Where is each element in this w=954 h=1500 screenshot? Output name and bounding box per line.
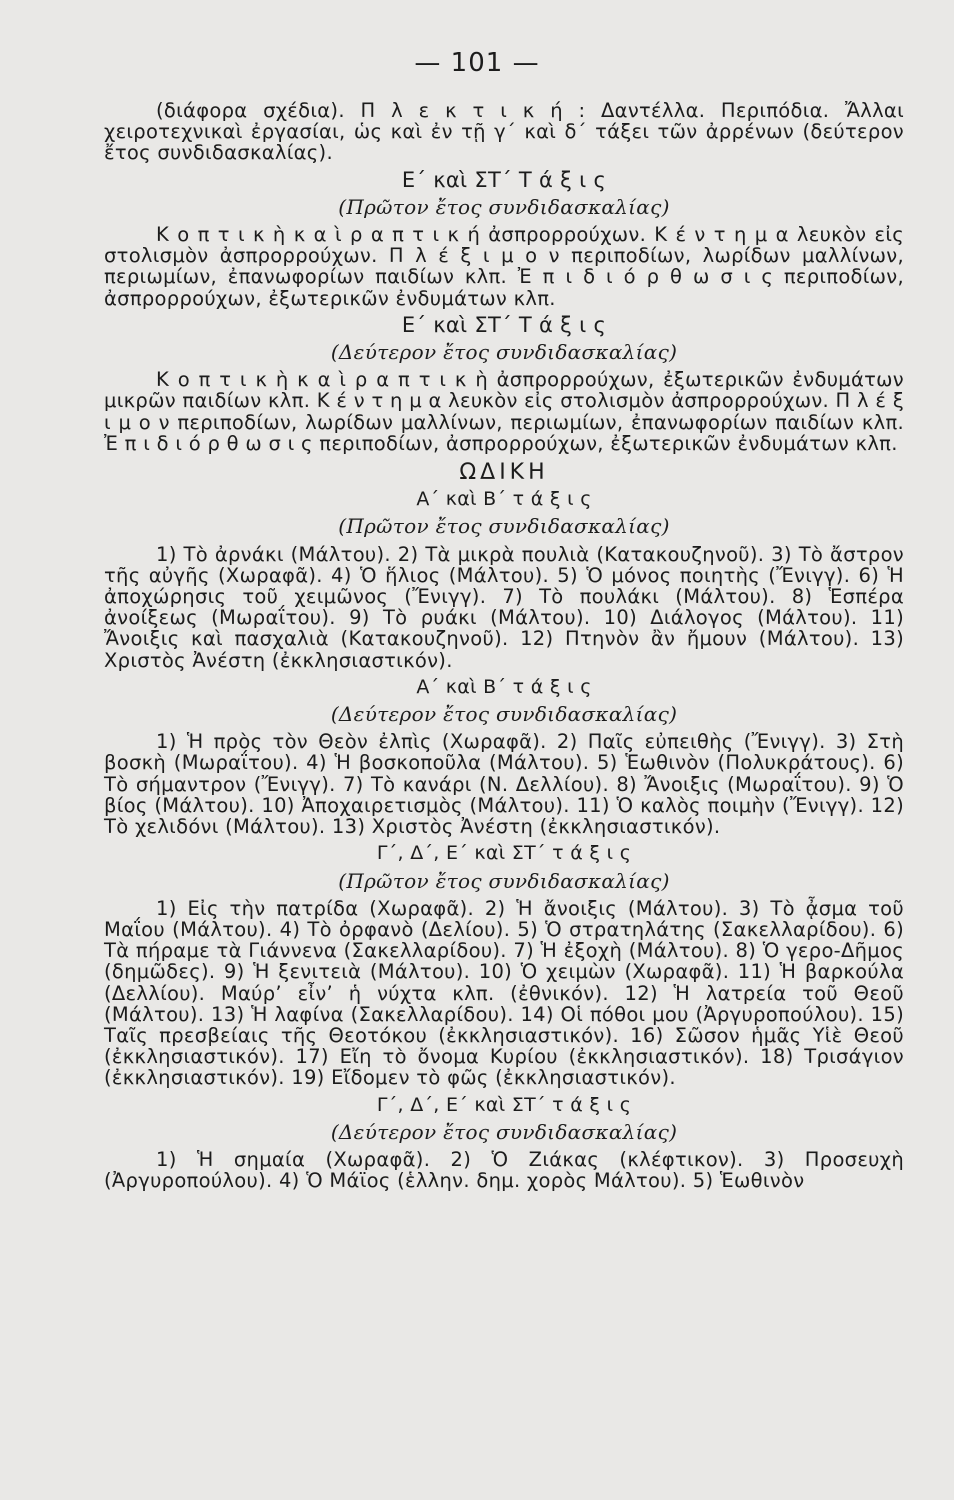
section-subtitle: (Πρῶτον ἔτος συνδιδασκαλίας) [338, 514, 670, 539]
paragraph: Κ ο π τ ι κ ὴ κ α ὶ ρ α π τ ι κ ὴ ἀσπρορρούχων, ἐξωτερικῶν ἐνδυμάτων μικρῶν παιδίων κλπ. Κ έ ν τ η μ α λευκὸν εἰς στολισμὸν ἀσπρορρούχων. Π λ έ ξ ι μ ο ν περιποδίων, λωρίδων μαλλίνων, περιωμίων, ἐπανωφορίων παιδίων κλπ. Ἐ π ι δ ι ό ρ θ ω σ ι ς περιποδίων, ἀσπρορρούχων, ἐξωτερικῶν ἐνδυμάτων κλπ. [104, 368, 904, 455]
page-number: — 101 — [414, 48, 540, 78]
paragraph: Κ ο π τ ι κ ὴ κ α ὶ ρ α π τ ι κ ή ἀσπρορρούχων. Κ έ ν τ η μ α λευκὸν εἰς στολισμὸν ἀσπρορρούχων. Π λ έ ξ ι μ ο ν περιποδίων, λωρίδων μαλλίνων, περιωμίων, ἐπανωφορίων παιδίων κλπ. Ἐ π ι δ ι ό ρ θ ω σ ι ς περιποδίων, ἀσπρορρούχων, ἐξωτερικῶν ἐνδυμάτων κλπ. [104, 223, 904, 310]
section-subtitle: (Δεύτερον ἔτος συνδιδασκαλίας) [330, 702, 678, 727]
section-heading: Α΄ καὶ Β΄ τ ά ξ ι ς [416, 488, 592, 511]
paragraph: 1) Τὸ ἀρνάκι (Μάλτου). 2) Τὰ μικρὰ πουλιὰ (Κατακουζηνοῦ). 3) Τὸ ἄστρον τῆς αὐγῆς (Χωραφᾶ). 4) Ὁ ἥλιος (Μάλτου). 5) Ὁ μόνος ποιητὴς (Ἔνιγγ). 6) Ἡ ἀποχώρησις τοῦ χειμῶνος (Ἔνιγγ). 7) Τὸ πουλάκι (Μάλτου). 8) Ἑσπέρα ἀνοίξεως (Μωραΐτου). 9) Τὸ ρυάκι (Μάλτου). 10) Διάλογος (Μάλτου). 11) Ἄνοιξις καὶ πασχαλιὰ (Κατακουζηνοῦ). 12) Πτηνὸν ἂν ἤμουν (Μάλτου). 13) Χριστὸς Ἀνέστη (ἐκκλησιαστικόν). [104, 542, 904, 672]
section-heading: Ε΄ καὶ ΣΤ΄ Τ ά ξ ι ς [401, 312, 607, 337]
section-subtitle: (Πρῶτον ἔτος συνδιδασκαλίας) [338, 194, 670, 219]
section-heading: Ε΄ καὶ ΣΤ΄ Τ ά ξ ι ς [401, 167, 607, 192]
paragraph: 1) Εἰς τὴν πατρίδα (Χωραφᾶ). 2) Ἡ ἄνοιξις (Μάλτου). 3) Τὸ ᾆσμα τοῦ Μαΐου (Μάλτου). 4) Τὸ ὀρφανὸ (Δελίου). 5) Ὁ στρατηλάτης (Σακελλαρίδου). 6) Τὰ πήραμε τὰ Γιάννενα (Σακελλαρίδου). 7) Ἡ ἐξοχὴ (Μάλτου). 8) Ὁ γερο-Δῆμος (δημῶδες). 9) Ἡ ξενιτειὰ (Μάλτου). 10) Ὁ χειμὼν (Χωραφᾶ). 11) Ἡ βαρκούλα (Δελλίου). Μαύρ’ εἶν’ ἡ νύχτα κλπ. (ἐθνικόν). 12) Ἡ λατρεία τοῦ Θεοῦ (Μάλτου). 13) Ἡ λαφίνα (Σακελλαρίδου). 14) Οἱ πόθοι μου (Ἀργυροπούλου). 15) Ταῖς πρεσβείαις τῆς Θεοτόκου (ἐκκλησιαστικόν). 16) Σῶσον ἡμᾶς Υἱὲ Θεοῦ (ἐκκλησιαστικόν). 17) Εἴη τὸ ὄνομα Κυρίου (ἐκκλησιαστικόν). 18) Τρισάγιον (ἐκκλησιαστικόν). 19) Εἴδομεν τὸ φῶς (ἐκκλησιαστικόν). [104, 896, 904, 1090]
paragraph: 1) Ἡ πρὸς τὸν Θεὸν ἐλπὶς (Χωραφᾶ). 2) Παῖς εὐπειθὴς (Ἔνιγγ). 3) Στὴ βοσκὴ (Μωραΐτου). 4) Ἡ βοσκοποῦλα (Μάλτου). 5) Ἑωθινὸν (Πολυκράτους). 6) Τὸ σήμαντρον (Ἔνιγγ). 7) Τὸ κανάρι (Ν. Δελλίου). 8) Ἄνοιξις (Μωραΐτου). 9) Ὁ βίος (Μάλτου). 10) Ἀποχαιρετισμὸς (Μάλτου). 11) Ὁ καλὸς ποιμὴν (Ἔνιγγ). 12) Τὸ χελιδόνι (Μάλτου). 13) Χριστὸς Ἀνέστη (ἐκκλησιαστικόν). [104, 730, 904, 839]
paragraph: 1) Ἡ σημαία (Χωραφᾶ). 2) Ὁ Ζιάκας (κλέφτικον). 3) Προσευχὴ (Ἀργυροπούλου). 4) Ὁ Μάϊος (ἑλλην. δημ. χορὸς Μάλτου). 5) Ἑωθινὸν [104, 1147, 904, 1193]
section-heading: Γ΄, Δ΄, Ε΄ καὶ ΣΤ΄ τ ά ξ ι ς [376, 842, 632, 865]
paragraph: (διάφορα σχέδια). Π λ ε κ τ ι κ ή : Δαντέλλα. Περιπόδια. Ἄλλαι χειροτεχνικαὶ ἐργασίαι, ὡς καὶ ἐν τῇ γ΄ καὶ δ΄ τάξει τῶν ἀρρένων (δεύτερον ἔτος συνδιδασκαλίας). [104, 99, 904, 165]
section-heading: Γ΄, Δ΄, Ε΄ καὶ ΣΤ΄ τ ά ξ ι ς [376, 1093, 632, 1116]
body-text [104, 100, 904, 1191]
section-subtitle: (Δεύτερον ἔτος συνδιδασκαλίας) [330, 340, 678, 365]
section-subtitle: (Πρῶτον ἔτος συνδιδασκαλίας) [338, 868, 670, 893]
section-subtitle: (Δεύτερον ἔτος συνδιδασκαλίας) [330, 1119, 678, 1144]
section-heading: Α΄ καὶ Β΄ τ ά ξ ι ς [416, 675, 592, 698]
chapter-title: ΩΔΙΚΗ [459, 460, 549, 486]
